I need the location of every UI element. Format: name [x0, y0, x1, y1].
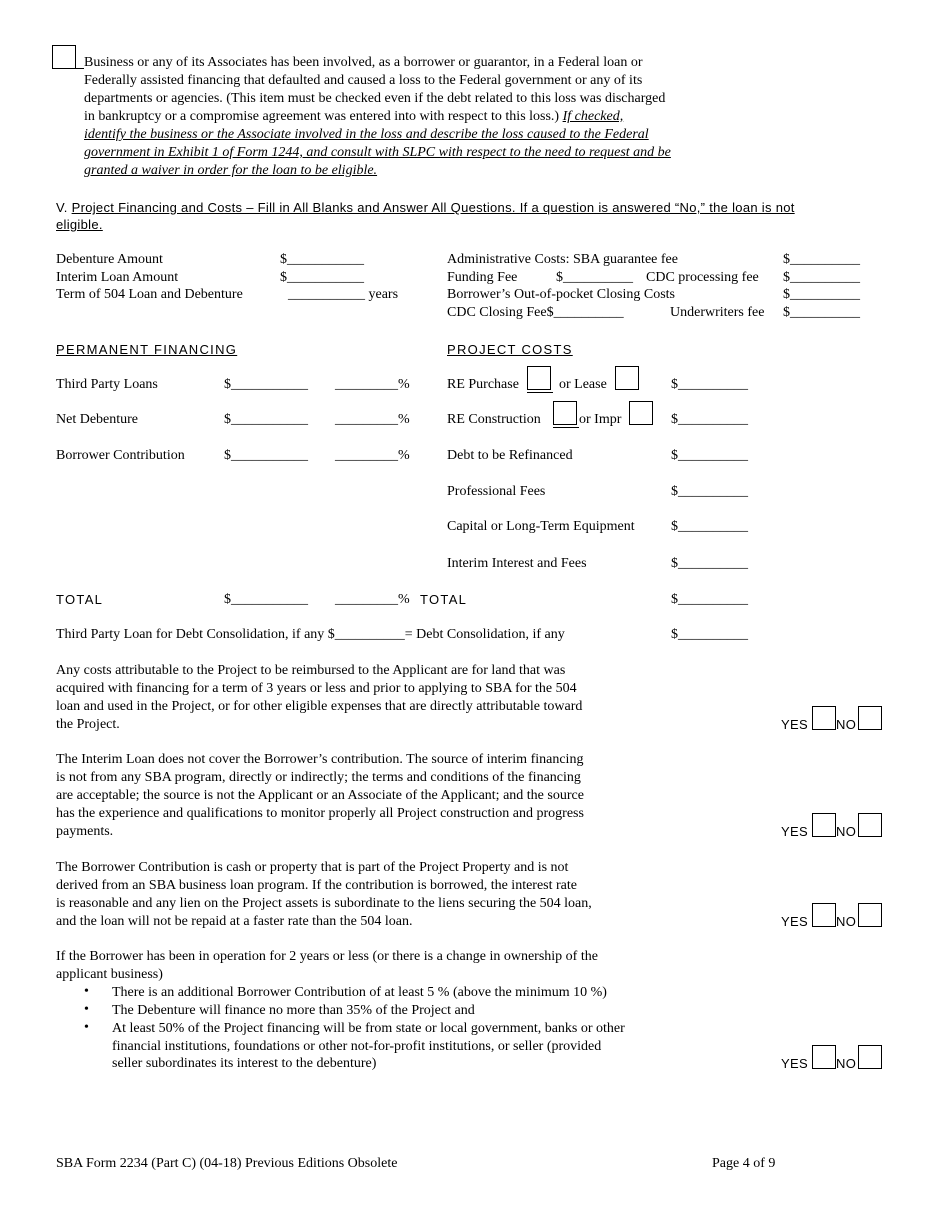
out-of-pocket-costs-label: Borrower’s Out-of-pocket Closing Costs — [447, 287, 675, 302]
sba-guarantee-fee-field[interactable]: $__________ — [783, 252, 860, 267]
question-1-line: acquired with financing for a term of 3 years or less and prior to applying to SBA for the 504 — [56, 681, 577, 696]
financing-total-pct[interactable]: _________% — [335, 592, 410, 607]
underwriters-fee-field[interactable]: $__________ — [783, 305, 860, 320]
question-3-no-label: NO — [836, 914, 857, 929]
question-2-line: is not from any SBA program, directly or indirectly; the terms and conditions of the financing — [56, 770, 581, 785]
borrower-contribution-pct[interactable]: _________% — [335, 448, 410, 463]
federal-loss-instruction: granted a waiver in order for the loan to be eligible. — [84, 163, 378, 178]
federal-loss-line: Federally assisted financing that defaulted and caused a loss to the Federal government or any of its — [84, 73, 643, 88]
bullet-icon: • — [84, 984, 89, 999]
project-costs-heading: PROJECT COSTS — [447, 342, 573, 357]
question-1-no-label: NO — [836, 717, 857, 732]
interim-interest-field[interactable]: $__________ — [671, 556, 748, 571]
question-4-yes-label: YES — [781, 1056, 808, 1071]
or-impr-label: or Impr — [579, 412, 622, 427]
interim-loan-amount-field[interactable]: $___________ — [280, 270, 364, 285]
federal-loss-blank — [76, 68, 84, 69]
debenture-amount-field[interactable]: $___________ — [280, 252, 364, 267]
re-construction-blank — [553, 427, 579, 428]
footer-page-number: Page 4 of 9 — [712, 1156, 776, 1171]
question-1-no-checkbox[interactable] — [858, 706, 882, 730]
financing-total-label: TOTAL — [56, 592, 104, 607]
question-4-no-checkbox[interactable] — [858, 1045, 882, 1069]
lease-checkbox[interactable] — [615, 366, 639, 390]
question-1-line: loan and used in the Project, or for other eligible expenses that are directly attributable toward — [56, 699, 583, 714]
interim-loan-amount-label: Interim Loan Amount — [56, 270, 179, 285]
funding-fee-label: Funding Fee — [447, 270, 518, 285]
loan-term-field[interactable]: ___________ years — [288, 287, 399, 302]
borrower-contribution-label: Borrower Contribution — [56, 448, 185, 463]
question-3-line: and the loan will not be repaid at a faster rate than the 504 loan. — [56, 914, 413, 929]
federal-loss-line-text: in bankruptcy or a compromise agreement was entered into with respect to this loss.) — [84, 109, 563, 124]
re-purchase-field[interactable]: $__________ — [671, 377, 748, 392]
re-purchase-label: RE Purchase — [447, 377, 519, 392]
permanent-financing-heading: PERMANENT FINANCING — [56, 342, 238, 357]
question-4-no-label: NO — [836, 1056, 857, 1071]
bullet-icon: • — [84, 1020, 89, 1035]
debt-consolidation-label: Third Party Loan for Debt Consolidation, if any $__________= Debt Consolidation, if any — [56, 627, 565, 642]
or-lease-label: or Lease — [559, 377, 607, 392]
question-4-yes-checkbox[interactable] — [812, 1045, 836, 1069]
section-v-number: V. — [56, 200, 72, 215]
federal-loss-checkbox[interactable] — [52, 45, 76, 69]
underwriters-fee-label: Underwriters fee — [670, 305, 765, 320]
costs-total-field[interactable]: $__________ — [671, 592, 748, 607]
footer-form-id: SBA Form 2234 (Part C) (04-18) Previous Editions Obsolete — [56, 1156, 398, 1171]
net-debenture-amount[interactable]: $___________ — [224, 412, 308, 427]
question-2-line: are acceptable; the source is not the Applicant or an Associate of the Applicant; and the source — [56, 788, 584, 803]
question-2-line: payments. — [56, 824, 114, 839]
question-1-yes-label: YES — [781, 717, 808, 732]
question-3-no-checkbox[interactable] — [858, 903, 882, 927]
professional-fees-label: Professional Fees — [447, 484, 546, 499]
third-party-loans-amount[interactable]: $___________ — [224, 377, 308, 392]
cdc-processing-fee-label: CDC processing fee — [646, 270, 759, 285]
section-v-heading — [56, 199, 795, 217]
question-4-bullet-cont: financial institutions, foundations or other not-for-profit institutions, or seller (provided — [112, 1039, 602, 1054]
question-1-line: Any costs attributable to the Project to be reimbursed to the Applicant are for land that was — [56, 663, 566, 678]
federal-loss-instruction: identify the business or the Associate involved in the loss and describe the loss caused to the Federal — [84, 127, 649, 142]
question-1-line: the Project. — [56, 717, 120, 732]
question-2-yes-label: YES — [781, 824, 808, 839]
re-construction-label: RE Construction — [447, 412, 541, 427]
question-4-line: applicant business) — [56, 967, 163, 982]
question-2-no-label: NO — [836, 824, 857, 839]
re-purchase-blank — [527, 392, 553, 393]
question-3-line: The Borrower Contribution is cash or property that is part of the Project Property and is not — [56, 860, 569, 875]
net-debenture-pct[interactable]: _________% — [335, 412, 410, 427]
net-debenture-label: Net Debenture — [56, 412, 139, 427]
cdc-closing-fee-field[interactable]: CDC Closing Fee$__________ — [447, 305, 624, 320]
question-3-yes-label: YES — [781, 914, 808, 929]
question-4-bullet: The Debenture will finance no more than 35% of the Project and — [112, 1003, 475, 1018]
section-v-title: Project Financing and Costs – Fill in All Blanks and Answer All Questions. If a question is answered “No,” the loan is not — [71, 200, 795, 215]
question-4-bullet-cont: seller subordinates its interest to the debenture) — [112, 1056, 377, 1071]
section-v-title-cont: eligible. — [56, 217, 103, 232]
question-2-line: The Interim Loan does not cover the Borrower’s contribution. The source of interim financing — [56, 752, 584, 767]
improvement-checkbox[interactable] — [629, 401, 653, 425]
federal-loss-line: Business or any of its Associates has been involved, as a borrower or guarantor, in a Federal loan or — [84, 55, 643, 70]
debenture-amount-label: Debenture Amount — [56, 252, 163, 267]
debt-refinanced-field[interactable]: $__________ — [671, 448, 748, 463]
debt-refinanced-label: Debt to be Refinanced — [447, 448, 573, 463]
costs-total-label: TOTAL — [420, 592, 468, 607]
debt-consolidation-field[interactable]: $__________ — [671, 627, 748, 642]
re-construction-checkbox[interactable] — [553, 401, 577, 425]
question-3-line: derived from an SBA business loan program. If the contribution is borrowed, the interest rate — [56, 878, 577, 893]
re-purchase-checkbox[interactable] — [527, 366, 551, 390]
financing-total-amount[interactable]: $___________ — [224, 592, 308, 607]
question-3-line: is reasonable and any lien on the Project assets is subordinate to the liens securing the 504 loan, — [56, 896, 592, 911]
bullet-icon: • — [84, 1002, 89, 1017]
if-checked-instruction: If checked, — [562, 109, 624, 124]
equipment-field[interactable]: $__________ — [671, 519, 748, 534]
sba-guarantee-fee-label: Administrative Costs: SBA guarantee fee — [447, 252, 678, 267]
cdc-processing-fee-field[interactable]: $__________ — [783, 270, 860, 285]
question-4-bullet: There is an additional Borrower Contribution of at least 5 % (above the minimum 10 %) — [112, 985, 607, 1000]
re-construction-field[interactable]: $__________ — [671, 412, 748, 427]
borrower-contribution-amount[interactable]: $___________ — [224, 448, 308, 463]
question-3-yes-checkbox[interactable] — [812, 903, 836, 927]
equipment-label: Capital or Long-Term Equipment — [447, 519, 635, 534]
federal-loss-line — [84, 108, 623, 126]
question-1-yes-checkbox[interactable] — [812, 706, 836, 730]
loan-term-label: Term of 504 Loan and Debenture — [56, 287, 243, 302]
question-4-bullet: At least 50% of the Project financing will be from state or local government, banks or other — [112, 1021, 625, 1036]
third-party-loans-pct[interactable]: _________% — [335, 377, 410, 392]
out-of-pocket-costs-field[interactable]: $__________ — [783, 287, 860, 302]
third-party-loans-label: Third Party Loans — [56, 377, 158, 392]
professional-fees-field[interactable]: $__________ — [671, 484, 748, 499]
federal-loss-line: departments or agencies. (This item must be checked even if the debt related to this loss was discharged — [84, 91, 666, 106]
question-2-no-checkbox[interactable] — [858, 813, 882, 837]
question-2-yes-checkbox[interactable] — [812, 813, 836, 837]
interim-interest-label: Interim Interest and Fees — [447, 556, 587, 571]
funding-fee-field[interactable]: $__________ — [556, 270, 633, 285]
question-4-line: If the Borrower has been in operation for 2 years or less (or there is a change in ownership of the — [56, 949, 598, 964]
question-2-line: has the experience and qualifications to monitor properly all Project construction and progress — [56, 806, 584, 821]
federal-loss-instruction: government in Exhibit 1 of Form 1244, and consult with SLPC with respect to the need to request and be — [84, 145, 671, 160]
